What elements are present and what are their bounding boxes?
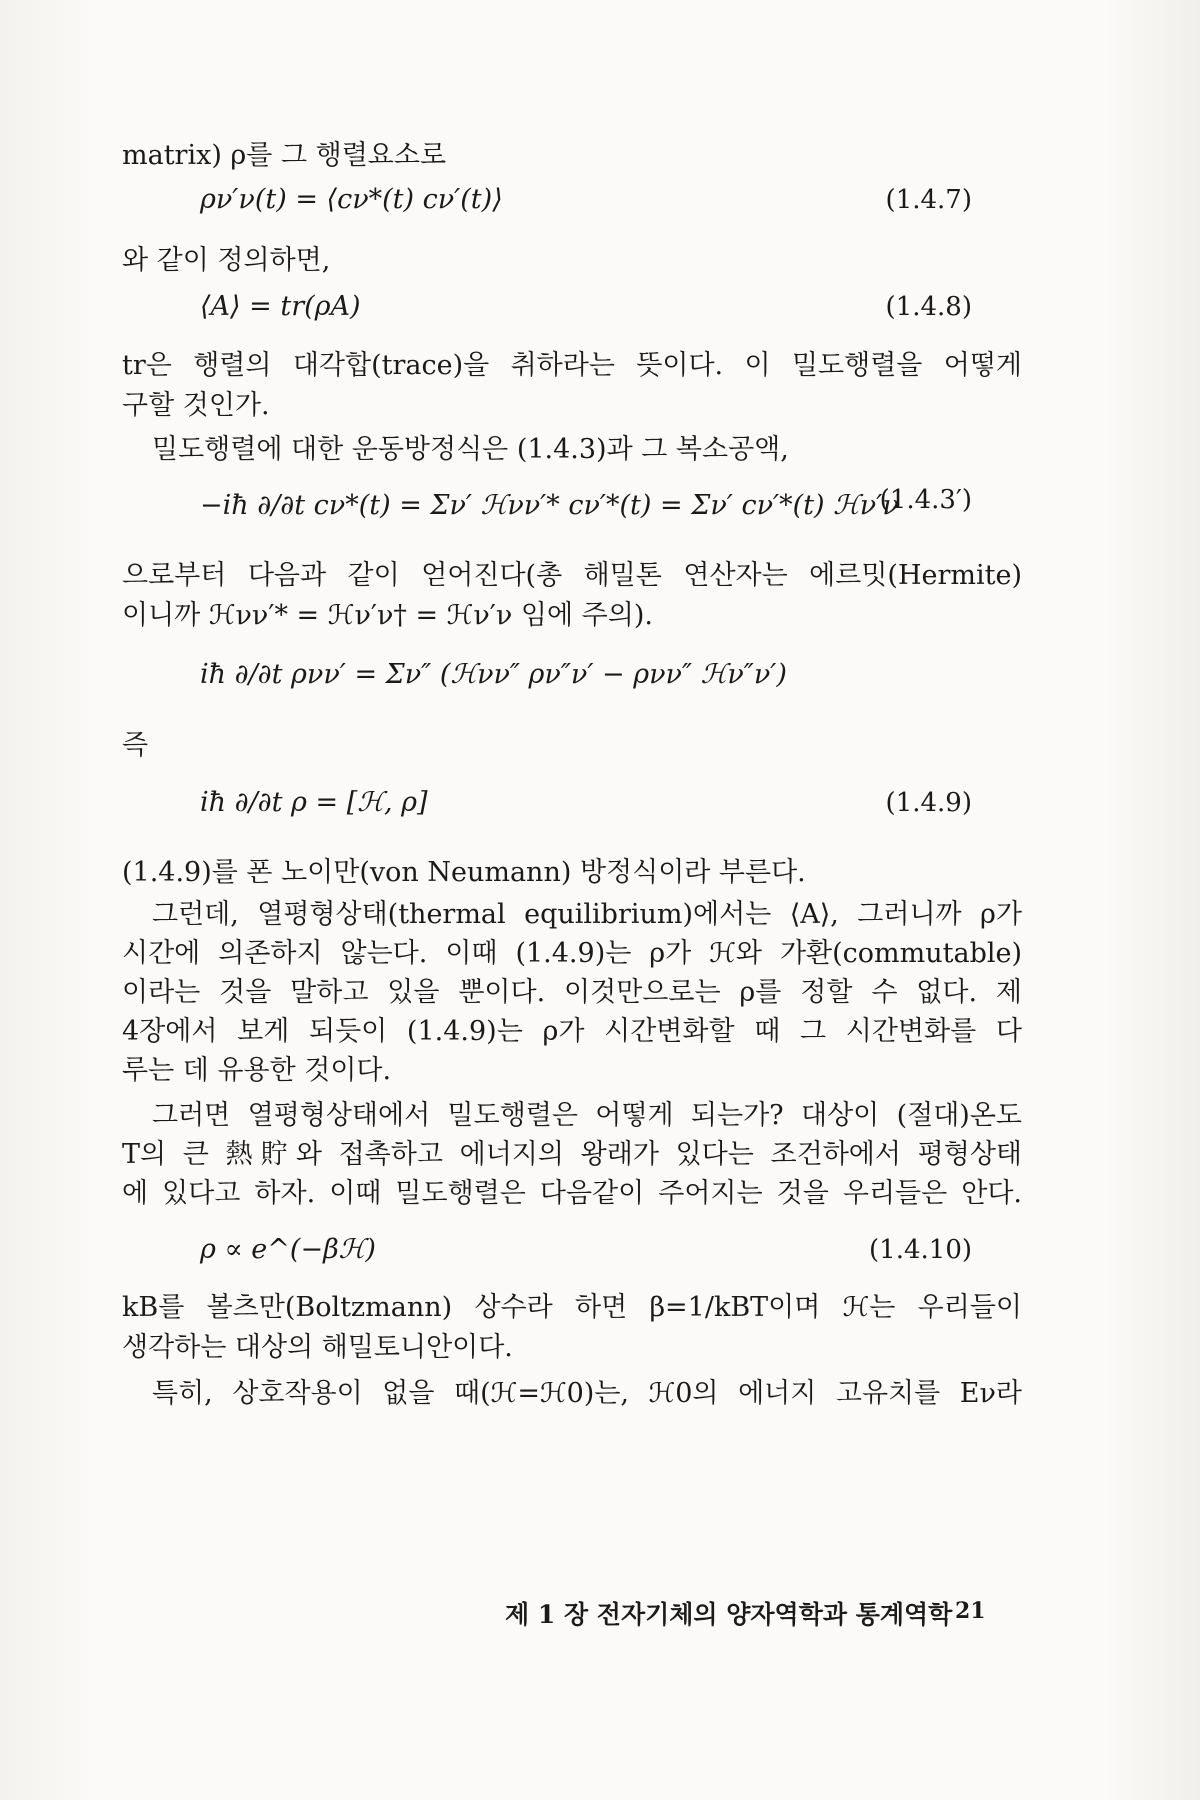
text-line: T의 큰 熱貯와 접촉하고 에너지의 왕래가 있다는 조건하에서 평형상태 (122, 1139, 1022, 1170)
text-line: 와 같이 정의하면, (122, 245, 331, 276)
text-line: 이라는 것을 말하고 있을 뿐이다. 이것만으로는 ρ를 정할 수 없다. 제 (122, 977, 1022, 1008)
equation-number: (1.4.9) (885, 788, 972, 818)
equation-1-4-7: ρν′ν(t) = ⟨cν*(t) cν′(t)⟩ (200, 184, 503, 215)
text-line: 에 있다고 하자. 이때 밀도행렬은 다음같이 주어지는 것을 우리들은 안다. (122, 1178, 1022, 1209)
equation-1-4-8: ⟨A⟩ = tr(ρA) (200, 291, 361, 322)
equation-1-4-10: ρ ∝ e^(−βℋ) (200, 1234, 376, 1265)
text-line: 4장에서 보게 되듯이 (1.4.9)는 ρ가 시간변화할 때 그 시간변화를 다 (122, 1016, 1022, 1047)
equation-number: (1.4.3′) (879, 485, 972, 515)
text-line: 그런데, 열평형상태(thermal equilibrium)에서는 ⟨A⟩, 그러니까 ρ가 (152, 899, 1022, 930)
text-line: tr은 행렬의 대각합(trace)을 취하라는 뜻이다. 이 밀도행렬을 어떻게 (122, 350, 1022, 381)
text-line: kB를 볼츠만(Boltzmann) 상수라 하면 β=1/kBT이며 ℋ는 우리들이 (122, 1292, 1022, 1323)
text-line: matrix) ρ를 그 행렬요소로 (122, 140, 447, 171)
equation-number: (1.4.7) (885, 185, 972, 215)
text-line: 시간에 의존하지 않는다. 이때 (1.4.9)는 ρ가 ℋ와 가환(commutable) (122, 938, 1022, 969)
text-line: 생각하는 대상의 해밀토니안이다. (122, 1332, 513, 1363)
equation-number: (1.4.8) (885, 292, 972, 322)
text-line: 으로부터 다음과 같이 얻어진다(총 해밀톤 연산자는 에르밋(Hermite) (122, 560, 1022, 591)
text-line: 루는 데 유용한 것이다. (122, 1055, 392, 1086)
equation-1-4-3-prime: −iħ ∂/∂t cν*(t) = Σν′ ℋνν′* cν′*(t) = Σν′ cν′*(t) ℋν′ν (200, 490, 899, 521)
equation-number: (1.4.10) (869, 1235, 972, 1265)
text-line: 즉 (122, 730, 149, 761)
page-number: 21 (955, 1598, 986, 1624)
text-line: 밀도행렬에 대한 운동방정식은 (1.4.3)과 그 복소공액, (152, 434, 789, 465)
text-line: 이니까 ℋνν′* = ℋν′ν† = ℋν′ν 임에 주의). (122, 600, 653, 631)
running-footer-chapter: 제 1 장 전자기체의 양자역학과 통계역학 (505, 1600, 953, 1629)
text-line: 특히, 상호작용이 없을 때(ℋ=ℋ0)는, ℋ0의 에너지 고유치를 Eν라 (152, 1378, 1022, 1409)
text-line: (1.4.9)를 폰 노이만(von Neumann) 방정식이라 부른다. (122, 857, 806, 888)
text-line: 구할 것인가. (122, 390, 270, 421)
equation-1-4-9: iħ ∂/∂t ρ = [ℋ, ρ] (200, 787, 428, 818)
equation-von-neumann-components: iħ ∂/∂t ρνν′ = Σν″ (ℋνν″ ρν″ν′ − ρνν″ ℋν″ν′) (200, 659, 787, 690)
text-line: 그러면 열평형상태에서 밀도행렬은 어떻게 되는가? 대상이 (절대)온도 (152, 1100, 1022, 1131)
